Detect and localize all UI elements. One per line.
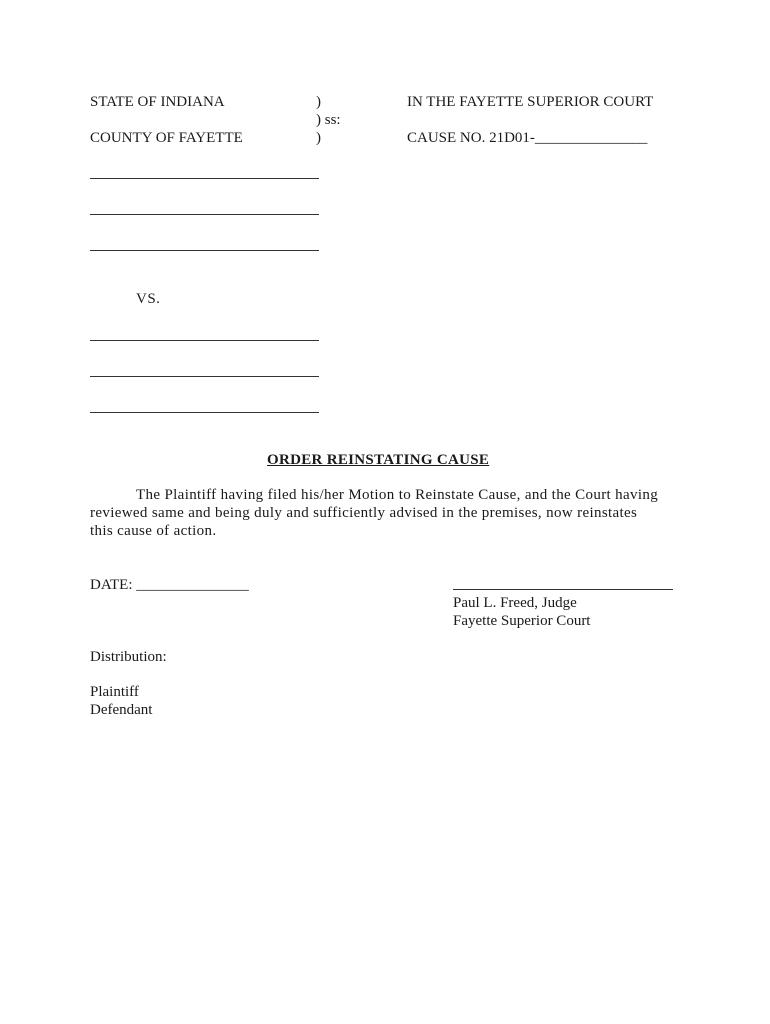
plaintiff-line-2[interactable]	[90, 214, 319, 215]
court-name-header: IN THE FAYETTE SUPERIOR COURT	[407, 94, 654, 110]
defendant-line-1[interactable]	[90, 340, 319, 341]
distribution-label: Distribution:	[90, 649, 167, 665]
judge-name: Paul L. Freed, Judge	[453, 595, 577, 611]
date-label: DATE: _______________	[90, 577, 249, 593]
caption-paren-bottom: )	[316, 130, 321, 146]
caption-paren-top: )	[316, 94, 321, 110]
order-body	[90, 486, 660, 540]
distribution-recipient-defendant: Defendant	[90, 702, 153, 718]
plaintiff-line-1[interactable]	[90, 178, 319, 179]
order-title: ORDER REINSTATING CAUSE	[267, 452, 490, 468]
versus-label: VS.	[136, 291, 161, 307]
county-label: COUNTY OF FAYETTE	[90, 130, 243, 146]
defendant-line-3[interactable]	[90, 412, 319, 413]
cause-number: CAUSE NO. 21D01-_______________	[407, 130, 648, 146]
caption-ss: ) ss:	[316, 112, 341, 128]
judge-court: Fayette Superior Court	[453, 613, 591, 629]
judge-signature-line[interactable]	[453, 589, 673, 590]
distribution-recipient-plaintiff: Plaintiff	[90, 684, 139, 700]
plaintiff-line-3[interactable]	[90, 250, 319, 251]
defendant-line-2[interactable]	[90, 376, 319, 377]
order-body-text: The Plaintiff having filed his/her Motion to Reinstate Cause, and the Court having reviewed same and being duly and sufficiently advised in the premises, now reinstates this cause of action.	[90, 487, 659, 539]
state-label: STATE OF INDIANA	[90, 94, 225, 110]
